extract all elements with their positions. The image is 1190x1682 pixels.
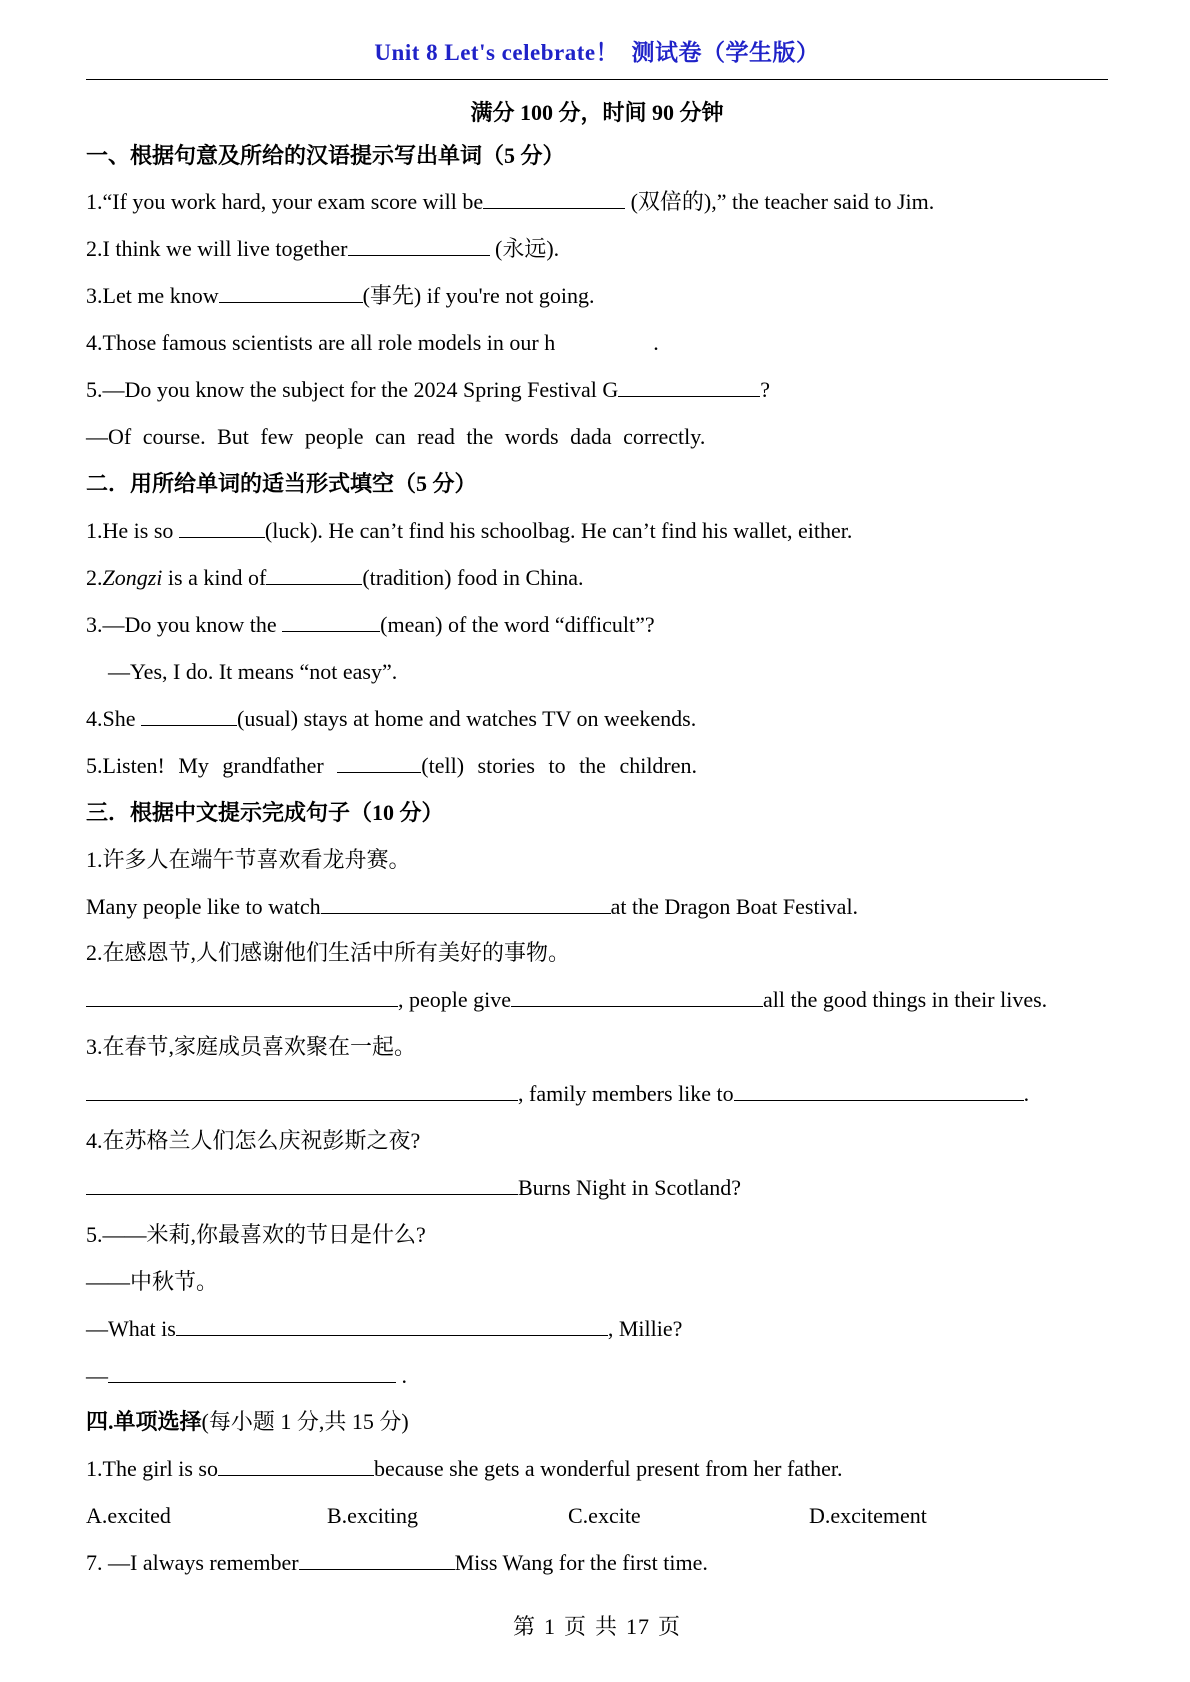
s2-question-5 bbox=[86, 751, 697, 781]
question-text: , family members like to bbox=[518, 1081, 734, 1106]
s3-question-4-chinese: 4.在苏格兰人们怎么庆祝彭斯之夜? bbox=[86, 1128, 421, 1153]
answer-blank[interactable] bbox=[108, 1362, 396, 1383]
question-text: —What is bbox=[86, 1316, 176, 1341]
question-text: (mean) of the word “difficult”? bbox=[380, 612, 655, 637]
s3-question-1-chinese: 1.许多人在端午节喜欢看龙舟赛。 bbox=[86, 847, 411, 872]
answer-blank[interactable] bbox=[511, 986, 763, 1007]
option-a[interactable]: A.excited bbox=[86, 1503, 171, 1528]
s1-question-2 bbox=[86, 234, 559, 264]
answer-blank[interactable] bbox=[141, 705, 237, 726]
question-text: 4.Those famous scientists are all role models in our h bbox=[86, 330, 556, 355]
s2-question-1 bbox=[86, 516, 852, 546]
question-text: , Millie? bbox=[607, 1316, 683, 1341]
question-text: at the Dragon Boat Festival. bbox=[610, 894, 859, 919]
question-text: Many people like to watch bbox=[86, 894, 321, 919]
title-divider bbox=[86, 79, 1108, 80]
section-3-heading: 三．根据中文提示完成句子（10 分） bbox=[86, 800, 444, 825]
s4-question-7 bbox=[86, 1548, 708, 1578]
section-4-title: 四.单项选择 bbox=[86, 1409, 202, 1434]
s1-question-1 bbox=[86, 187, 934, 217]
answer-blank[interactable] bbox=[321, 893, 611, 914]
answer-blank[interactable] bbox=[86, 986, 398, 1007]
s2-question-3 bbox=[86, 610, 655, 640]
s3-question-2-chinese: 2.在感恩节,人们感谢他们生活中所有美好的事物。 bbox=[86, 940, 571, 965]
question-text: 2.I think we will live together bbox=[86, 236, 348, 261]
answer-blank[interactable] bbox=[218, 1455, 374, 1476]
exam-page bbox=[86, 0, 1108, 1682]
question-text: (luck). He can’t find his schoolbag. He can’t find his wallet, either. bbox=[264, 518, 853, 543]
option-b[interactable]: B.exciting bbox=[327, 1503, 419, 1528]
s4-question-1 bbox=[86, 1454, 843, 1484]
answer-blank[interactable] bbox=[176, 1315, 608, 1336]
s1-question-3 bbox=[86, 281, 594, 311]
s1-question-4 bbox=[86, 328, 659, 358]
answer-blank[interactable] bbox=[618, 376, 760, 397]
option-d[interactable]: D.excitement bbox=[809, 1503, 927, 1528]
question-text: . bbox=[653, 330, 659, 355]
question-text: (tradition) food in China. bbox=[362, 565, 584, 590]
s3-question-3-english bbox=[86, 1079, 1029, 1109]
section-1-heading: 一、根据句意及所给的汉语提示写出单词（5 分） bbox=[86, 143, 565, 168]
s3-question-4-english bbox=[86, 1173, 741, 1203]
page-total: 17 bbox=[626, 1614, 651, 1639]
question-text: . bbox=[396, 1363, 407, 1388]
section-4-heading bbox=[86, 1407, 409, 1437]
page-number: 1 bbox=[543, 1614, 556, 1639]
answer-blank[interactable] bbox=[219, 282, 363, 303]
question-text: 1.“If you work hard, your exam score will be bbox=[86, 189, 484, 214]
answer-blank[interactable] bbox=[179, 517, 265, 538]
question-text: (tell) stories to the children. bbox=[421, 753, 698, 778]
question-text: 1.He is so bbox=[86, 518, 179, 543]
footer-label: 共 bbox=[595, 1614, 619, 1639]
page-footer bbox=[86, 1610, 1108, 1641]
question-text: because she gets a wonderful present from her father. bbox=[374, 1456, 843, 1481]
section-2-heading: 二．用所给单词的适当形式填空（5 分） bbox=[86, 471, 477, 496]
question-text: , people give bbox=[398, 987, 512, 1012]
question-text: 3.—Do you know the bbox=[86, 612, 283, 637]
question-text: (事先) if you're not going. bbox=[362, 283, 595, 308]
document-title: Unit 8 Let's celebrate！ 测试卷（学生版） bbox=[374, 40, 820, 65]
italic-term: Zongzi bbox=[102, 565, 163, 590]
question-text: 1.The girl is so bbox=[86, 1456, 218, 1481]
s1-question-5-response: —Of course. But few people can read the words dada correctly. bbox=[86, 424, 706, 449]
s2-question-2 bbox=[86, 563, 584, 593]
answer-blank[interactable] bbox=[555, 330, 653, 350]
answer-blank[interactable] bbox=[86, 1080, 518, 1101]
s3-question-5-english bbox=[86, 1314, 682, 1344]
question-text: 3.Let me know bbox=[86, 283, 219, 308]
question-number: 2. bbox=[86, 565, 103, 590]
s3-question-5-chinese: 5.——米莉,你最喜欢的节日是什么? bbox=[86, 1222, 426, 1247]
s2-question-3-response: —Yes, I do. It means “not easy”. bbox=[108, 659, 398, 684]
answer-blank[interactable] bbox=[86, 1174, 518, 1195]
question-text: Miss Wang for the first time. bbox=[454, 1550, 708, 1575]
question-text: 5.—Do you know the subject for the 2024 Spring Festival G bbox=[86, 377, 619, 402]
answer-blank[interactable] bbox=[734, 1080, 1024, 1101]
s3-question-5-english-response bbox=[86, 1361, 407, 1391]
s3-question-3-chinese: 3.在春节,家庭成员喜欢聚在一起。 bbox=[86, 1034, 417, 1059]
option-c[interactable]: C.excite bbox=[568, 1503, 641, 1528]
question-text: all the good things in their lives. bbox=[763, 987, 1048, 1012]
s3-question-5-chinese-response: ——中秋节。 bbox=[86, 1269, 219, 1294]
question-text: 5.Listen! My grandfather bbox=[86, 753, 338, 778]
section-4-scoring: (每小题 1 分,共 15 分) bbox=[201, 1409, 409, 1434]
question-text: — bbox=[86, 1363, 108, 1388]
footer-label: 页 bbox=[563, 1614, 587, 1639]
answer-blank[interactable] bbox=[282, 611, 380, 632]
question-text: (永远). bbox=[489, 236, 560, 261]
s3-question-1-english bbox=[86, 892, 858, 922]
answer-blank[interactable] bbox=[483, 188, 625, 209]
question-text: 4.She bbox=[86, 706, 141, 731]
s3-question-2-english bbox=[86, 985, 1047, 1015]
question-text: Burns Night in Scotland? bbox=[518, 1175, 742, 1200]
answer-blank[interactable] bbox=[337, 752, 421, 773]
footer-label: 第 bbox=[512, 1614, 536, 1639]
question-text: (usual) stays at home and watches TV on weekends. bbox=[237, 706, 697, 731]
answer-blank[interactable] bbox=[266, 564, 362, 585]
question-text: is a kind of bbox=[162, 565, 267, 590]
exam-info: 满分 100 分，时间 90 分钟 bbox=[470, 100, 724, 125]
s2-question-4 bbox=[86, 704, 696, 734]
s1-question-5 bbox=[86, 375, 770, 405]
question-text: . bbox=[1023, 1081, 1030, 1106]
question-text: ? bbox=[760, 377, 770, 402]
answer-blank[interactable] bbox=[299, 1549, 455, 1570]
question-text: 7. —I always remember bbox=[86, 1550, 299, 1575]
question-text: (双倍的),” the teacher said to Jim. bbox=[625, 189, 935, 214]
footer-label: 页 bbox=[658, 1614, 682, 1639]
answer-blank[interactable] bbox=[348, 235, 490, 256]
